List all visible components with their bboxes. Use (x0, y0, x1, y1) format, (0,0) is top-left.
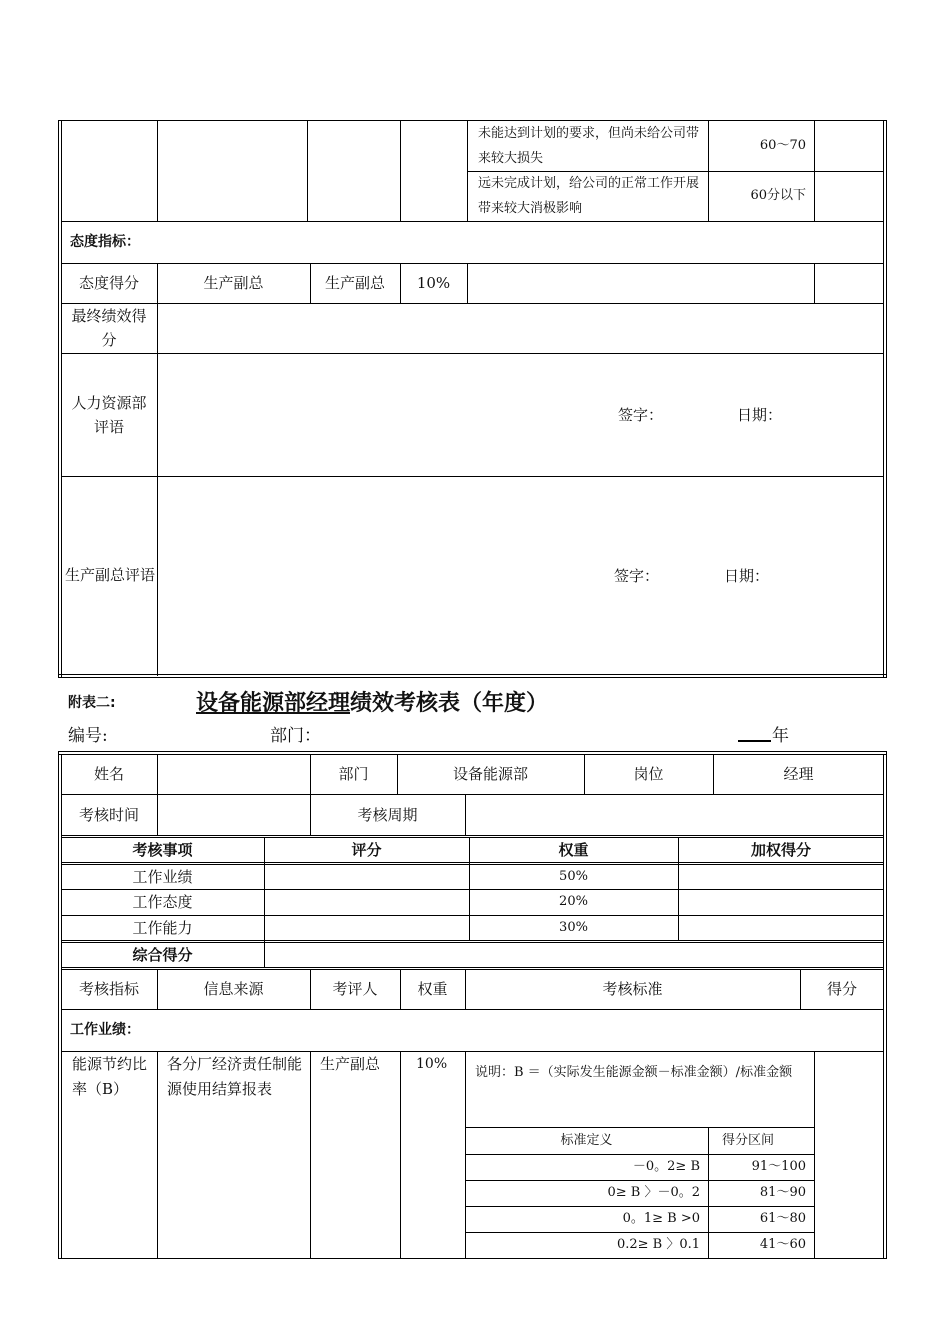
title-underlined: 设备能源部经理 (196, 691, 351, 716)
final-score-label: 最终绩效得分 (71, 307, 147, 349)
detail-header-standard: 考核标准 (602, 980, 663, 998)
attitude-reviewer: 生产副总 (324, 274, 385, 292)
energy-source: 各分厂经济责任制能源使用结算报表 (167, 1055, 303, 1098)
page-title (196, 686, 548, 717)
standard-row-def: 0.2≥ B 〉0.1 (616, 1237, 700, 1252)
standard-row-score: 91～100 (751, 1159, 806, 1174)
summary-row-item: 工作业绩 (132, 867, 193, 886)
hr-date-label: 日期： (737, 406, 783, 424)
detail-header-weight: 权重 (417, 980, 448, 998)
energy-reviewer: 生产副总 (320, 1055, 381, 1073)
summary-header-weight: 权重 (558, 840, 589, 859)
summary-header-score: 评分 (351, 840, 382, 859)
standard-row-def: 0≥ B 〉－0。2 (607, 1185, 700, 1200)
position-label: 岗位 (633, 765, 664, 783)
position-value: 经理 (783, 765, 814, 783)
summary-row-weight: 50% (559, 868, 588, 884)
appendix-label: 附表二: (68, 695, 116, 711)
score-range-header: 得分区间 (722, 1132, 775, 1148)
time-label: 考核时间 (78, 805, 139, 824)
standard-row-score: 61～80 (759, 1211, 806, 1226)
summary-row-item: 工作态度 (132, 893, 193, 911)
criteria-score: 60～70 (759, 137, 806, 153)
total-score-label: 综合得分 (132, 945, 193, 964)
period-label: 考核周期 (357, 805, 418, 824)
attitude-section-heading: 态度指标： (70, 234, 140, 250)
department-label: 部门： (270, 726, 321, 746)
performance-section-heading: 工作业绩： (70, 1022, 140, 1038)
energy-explanation: 说明：B ＝（实际发生能源金额－标准金额）/标准金额 (475, 1065, 793, 1080)
criteria-text: 未能达到计划的要求，但尚未给公司带来较大损失 (478, 125, 700, 166)
name-label: 姓名 (93, 765, 124, 783)
attitude-weight: 10% (416, 274, 451, 292)
energy-indicator: 能源节约比率（B） (72, 1055, 148, 1098)
hr-signature-label: 签字： (618, 406, 664, 424)
summary-header-item: 考核事项 (132, 840, 193, 859)
vp-comment-label: 生产副总评语 (64, 566, 155, 584)
summary-row-item: 工作能力 (132, 918, 193, 937)
summary-row-weight: 30% (559, 919, 588, 935)
dept-value: 设备能源部 (452, 765, 528, 783)
standard-row-score: 81～90 (759, 1185, 806, 1200)
title-rest: 绩效考核表（年度） (350, 691, 549, 716)
standard-row-def: －0。2≥ B (632, 1159, 700, 1174)
year-blank (738, 740, 771, 742)
vp-signature-label: 签字： (614, 567, 660, 585)
standard-definition-header: 标准定义 (560, 1132, 613, 1148)
detail-header-source: 信息来源 (203, 980, 264, 998)
energy-weight: 10% (416, 1056, 448, 1072)
standard-row-score: 41～60 (759, 1237, 806, 1252)
hr-comment-label: 人力资源部评语 (71, 393, 147, 436)
standard-row-def: 0。1≥ B >0 (622, 1211, 700, 1226)
summary-header-weighted: 加权得分 (750, 840, 811, 859)
criteria-text: 远未完成计划，给公司的正常工作开展带来较大消极影响 (478, 176, 700, 216)
detail-header-indicator: 考核指标 (78, 980, 139, 998)
attitude-source: 生产副总 (203, 274, 264, 292)
vp-date-label: 日期： (724, 567, 770, 585)
year-label: 年 (772, 726, 789, 746)
criteria-score: 60分以下 (750, 188, 806, 203)
attitude-score-label: 态度得分 (78, 274, 139, 292)
dept-label: 部门 (338, 765, 369, 783)
detail-header-score: 得分 (826, 980, 857, 998)
summary-row-weight: 20% (559, 894, 588, 909)
number-label: 编号: (68, 726, 108, 746)
detail-header-reviewer: 考评人 (332, 980, 378, 998)
